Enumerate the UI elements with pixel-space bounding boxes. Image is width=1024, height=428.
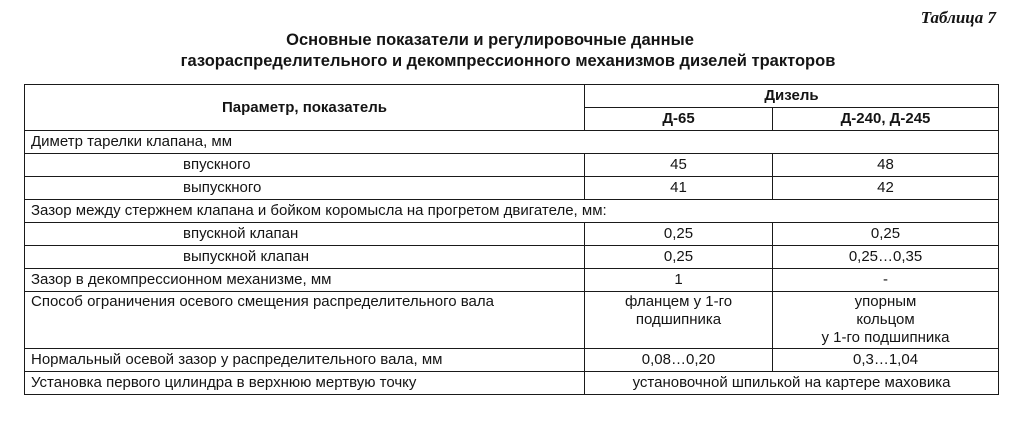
table-row: [25, 154, 999, 177]
table-row: [25, 177, 999, 200]
header-col-d65: Д-65: [585, 108, 773, 131]
cell-value: 42: [773, 177, 999, 200]
cell-value: 45: [585, 154, 773, 177]
table-row: [25, 349, 999, 372]
table-row: [25, 372, 999, 395]
row-label: Способ ограничения осевого смещения распределительного вала: [25, 292, 585, 349]
cell-value: 0,3…1,04: [773, 349, 999, 372]
table-row: [25, 269, 999, 292]
table-row: [25, 246, 999, 269]
cell-line: кольцом: [856, 311, 915, 328]
row-label: выпускной клапан: [25, 246, 585, 269]
row-label: Зазор в декомпрессионном механизме, мм: [25, 269, 585, 292]
cell-value: 1: [585, 269, 773, 292]
cell-line: фланцем у 1-го: [624, 293, 733, 310]
header-param: Параметр, показатель: [25, 85, 585, 131]
cell-value: 0,25: [585, 223, 773, 246]
specs-table: [24, 84, 999, 395]
cell-value: установочной шпилькой на картере маховика: [585, 372, 999, 395]
table-title-line-2: газораспределительного и декомпрессионного механизмов дизелей тракторов: [180, 52, 836, 70]
table-row: [25, 292, 999, 349]
cell-value: 48: [773, 154, 999, 177]
cell-value: 0,25: [773, 223, 999, 246]
table-row: [25, 223, 999, 246]
cell-value: [585, 292, 773, 349]
row-label: Зазор между стержнем клапана и бойком коромысла на прогретом двигателе, мм:: [25, 200, 999, 223]
table-caption: Таблица 7: [920, 8, 996, 27]
row-label: Установка первого цилиндра в верхнюю мертвую точку: [25, 372, 585, 395]
table-header-row: [25, 85, 999, 108]
cell-value: 0,25…0,35: [773, 246, 999, 269]
row-label: впускной клапан: [25, 223, 585, 246]
header-col-d240: Д-240, Д-245: [773, 108, 999, 131]
cell-value: [773, 292, 999, 349]
table-row: [25, 131, 999, 154]
row-label: Диметр тарелки клапана, мм: [25, 131, 999, 154]
header-diesel: Дизель: [585, 85, 999, 108]
row-label: Нормальный осевой зазор у распределительного вала, мм: [25, 349, 585, 372]
cell-value: 0,25: [585, 246, 773, 269]
table-title-line-1: Основные показатели и регулировочные данные: [286, 31, 694, 49]
cell-line: у 1-го подшипника: [821, 329, 950, 346]
cell-value: 41: [585, 177, 773, 200]
table-row: [25, 200, 999, 223]
row-label: впускного: [25, 154, 585, 177]
cell-line: упорным: [854, 293, 917, 310]
row-label: выпускного: [25, 177, 585, 200]
cell-line: подшипника: [635, 311, 722, 328]
cell-value: -: [773, 269, 999, 292]
cell-value: 0,08…0,20: [585, 349, 773, 372]
